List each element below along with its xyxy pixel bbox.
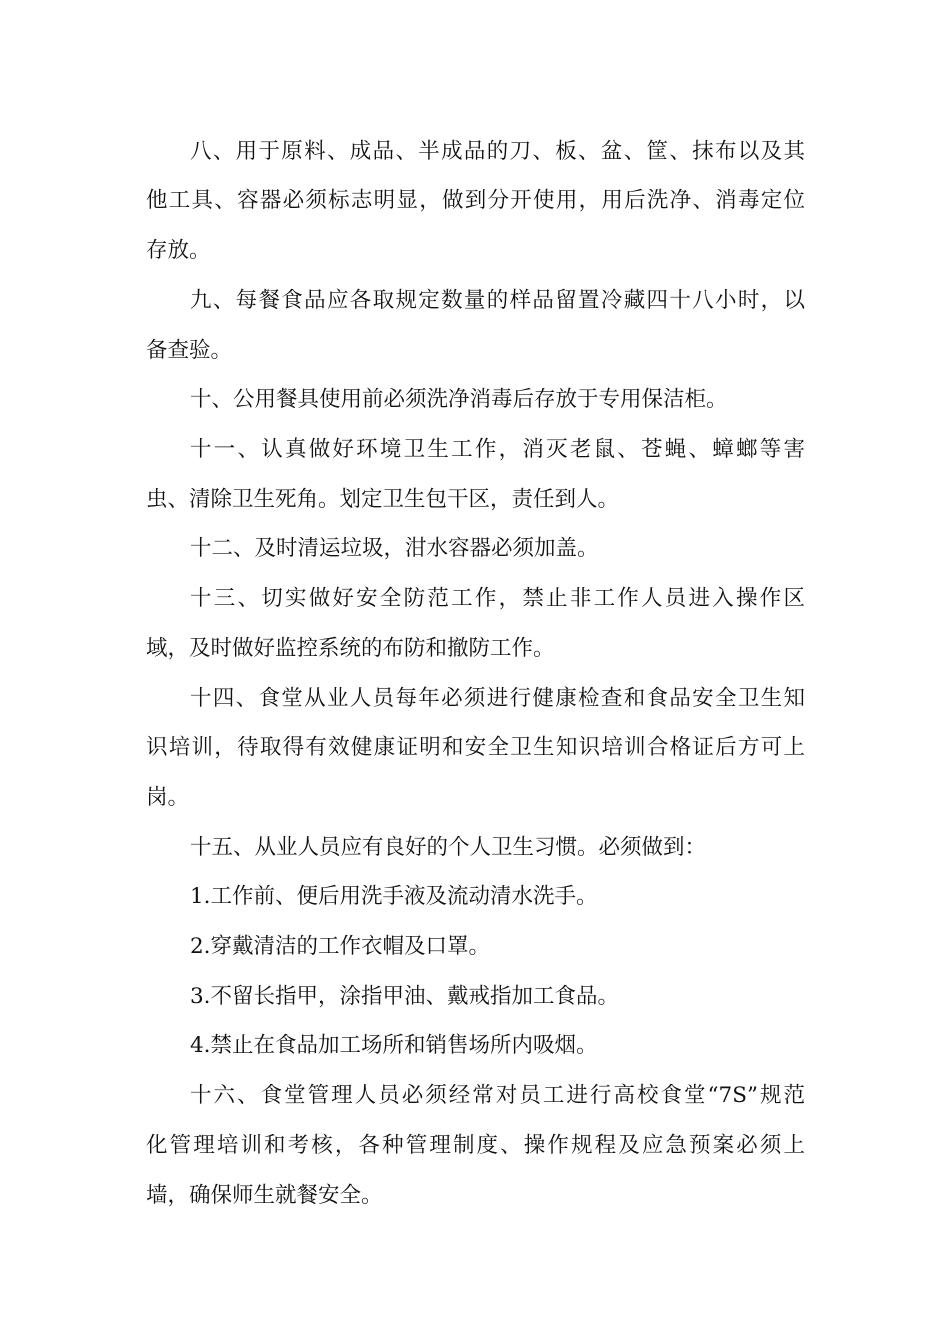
text-line: 化管理培训和考核，各种管理制度、操作规程及应急预案必须上	[146, 1133, 805, 1158]
text-line: 十四、食堂从业人员每年必须进行健康检查和食品安全卫生知	[190, 686, 805, 711]
text-line: 十、公用餐具使用前必须洗净消毒后存放于专用保洁柜。	[190, 387, 728, 412]
text-line: 识培训，待取得有效健康证明和安全卫生知识培训合格证后方可上	[146, 735, 805, 760]
text-line: 虫、清除卫生死角。划定卫生包干区，责任到人。	[146, 487, 620, 512]
text-line: 岗。	[146, 785, 190, 810]
text-line: 他工具、容器必须标志明显，做到分开使用，用后洗净、消毒定位	[146, 188, 805, 213]
text-line: 十五、从业人员应有良好的个人卫生习惯。必须做到：	[190, 835, 707, 860]
text-line: 十三、切实做好安全防范工作，禁止非工作人员进入操作区	[190, 586, 805, 611]
text-line: 1.工作前、便后用洗手液及流动清水洗手。	[190, 884, 598, 909]
text-line: 十一、认真做好环境卫生工作，消灭老鼠、苍蝇、蟑螂等害	[190, 437, 805, 462]
text-line: 4.禁止在食品加工场所和销售场所内吸烟。	[190, 1033, 598, 1058]
text-line: 十六、食堂管理人员必须经常对员工进行高校食堂“7S”规范	[190, 1083, 805, 1108]
text-line: 3.不留长指甲，涂指甲油、戴戒指加工食品。	[190, 984, 620, 1009]
text-line: 2.穿戴清洁的工作衣帽及口罩。	[190, 934, 491, 959]
text-line: 墙，确保师生就餐安全。	[146, 1183, 383, 1208]
text-line: 八、用于原料、成品、半成品的刀、板、盆、筐、抹布以及其	[190, 139, 805, 164]
text-line: 十二、及时清运垃圾，泔水容器必须加盖。	[190, 536, 599, 561]
text-line: 九、每餐食品应各取规定数量的样品留置冷藏四十八小时，以	[190, 288, 805, 313]
text-line: 存放。	[146, 238, 211, 263]
text-line: 备查验。	[146, 338, 233, 363]
text-line: 域，及时做好监控系统的布防和撤防工作。	[146, 636, 555, 661]
